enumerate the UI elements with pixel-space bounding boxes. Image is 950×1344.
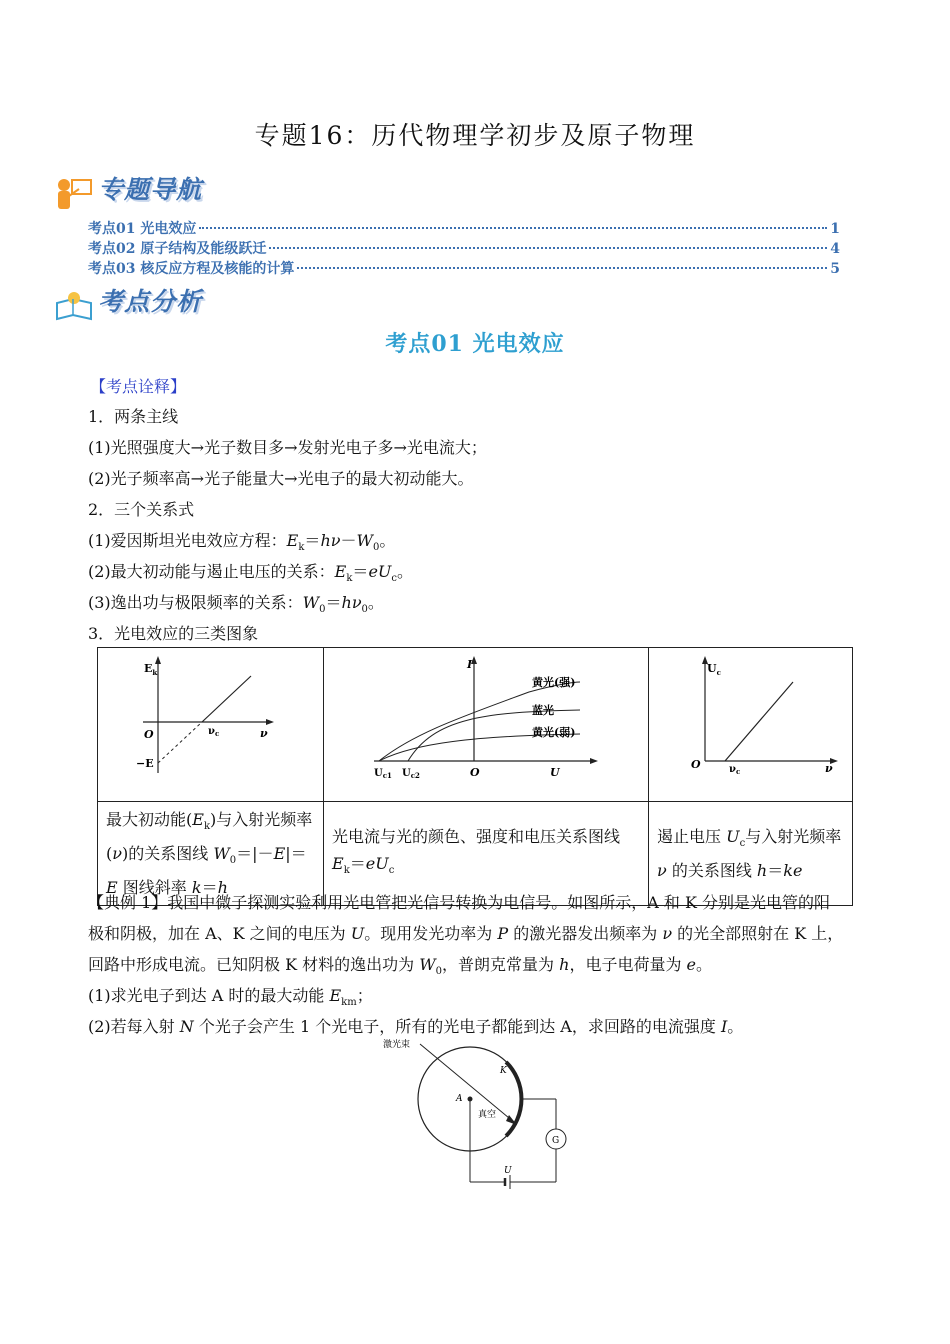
graph-table xyxy=(97,647,853,906)
page-title: 专题16：历代物理学初步及原子物理 xyxy=(254,121,696,150)
line-2: (1)光照强度大→光子数目多→发射光电子多→光电流大； xyxy=(88,438,487,457)
graph1-caption: 最大初动能$(E_k)$与入射光频率(ν)的关系图线 $W_0=|-E|=E$ 图线斜率 k＝h xyxy=(98,802,324,906)
graph2-cell xyxy=(324,648,649,802)
book-bulb-icon xyxy=(55,289,93,323)
toc-item-1[interactable]: 考点01 光电效应 1 xyxy=(88,221,840,237)
example-line-2: 极和阴极，加在 A、K 之间的电压为 U。现用发光功率为 P 的激光器发出频率为 ν 的光全部照射在 K 上， xyxy=(88,924,844,943)
svg-text:激光束: 激光束 xyxy=(383,1040,411,1050)
svg-text:黄光(强): 黄光(强) xyxy=(532,676,576,689)
graph2-caption: 光电流与光的颜色、强度和电压关系图线 $E_k=eU_c$ xyxy=(324,802,649,906)
example-line-4: (1)求光电子到达 A 时的最大动能 $E_{km}$； xyxy=(88,986,373,1009)
svg-text:−E: −E xyxy=(136,757,154,770)
svg-text:O: O xyxy=(470,766,480,779)
svg-text:G: G xyxy=(552,1136,560,1146)
svg-text:Ek: $E_k$ xyxy=(144,662,158,677)
example-line-5: (2)若每入射 N 个光子会产生 1 个光电子，所有的光电子都能到达 A，求回路的电流强度 I。 xyxy=(88,1017,744,1036)
svg-text:U: U xyxy=(550,766,560,779)
svg-text:νc: $\nu_c$ xyxy=(208,726,220,738)
svg-text:ν: ν xyxy=(825,762,833,775)
svg-text:O: O xyxy=(144,728,154,741)
line-6: (2)最大初动能与遏止电压的关系：$E_k=eU_c$。 xyxy=(88,562,414,585)
analysis-banner: 考点分析 xyxy=(55,282,202,323)
line-8: 3．光电效应的三类图象 xyxy=(88,624,259,643)
ek-nu-graph xyxy=(98,648,323,793)
svg-text:真空: 真空 xyxy=(478,1110,497,1120)
toc-item-3[interactable]: 考点03 核反应方程及核能的计算 5 xyxy=(88,261,840,277)
line-3: (2)光子频率高→光子能量大→光电子的最大初动能大。 xyxy=(88,469,474,488)
graph3-cell xyxy=(649,648,853,802)
svg-text:ν: ν xyxy=(260,727,268,740)
line-5: (1)爱因斯坦光电效应方程：$E_k=h\nu-W_0$。 xyxy=(88,531,396,554)
svg-text:黄光(弱): 黄光(弱) xyxy=(532,726,576,739)
svg-text:K: K xyxy=(500,1066,507,1076)
phototube-circuit xyxy=(378,1035,578,1195)
i-u-graph xyxy=(324,648,648,793)
example-line-1: 【典例 1】我国中微子探测实验利用光电管把光信号转换为电信号。如图所示，A 和 K 分别是光电管的阳 xyxy=(88,893,831,912)
toc-item-2[interactable]: 考点02 原子结构及能级跃迁 4 xyxy=(88,241,840,257)
teacher-icon xyxy=(55,176,93,212)
nav-banner: 专题导航 xyxy=(55,170,202,212)
svg-text:U: U xyxy=(504,1166,512,1176)
graph3-caption: 遏止电压 $U_c$与入射光频率 ν 的关系图线 h＝ke xyxy=(649,802,853,906)
svg-text:蓝光: 蓝光 xyxy=(532,704,554,717)
uc-nu-graph xyxy=(649,648,852,793)
section-title: 考点01 光电效应 xyxy=(385,331,565,357)
graph1-cell xyxy=(98,648,324,802)
svg-text:I: I xyxy=(467,658,473,671)
svg-text:Uc2: $U_{c2}$ xyxy=(402,768,420,780)
svg-text:νc: $\nu_c$ xyxy=(729,764,741,776)
svg-text:O: O xyxy=(691,758,701,771)
svg-text:A: A xyxy=(456,1094,463,1104)
explain-tag: 【考点诠释】 xyxy=(90,377,187,396)
svg-text:Uc1: $U_{c1}$ xyxy=(374,768,392,780)
line-4: 2．三个关系式 xyxy=(88,500,195,519)
line-1: 1．两条主线 xyxy=(88,407,179,426)
svg-text:Uc: $U_c$ xyxy=(707,662,721,677)
example-line-3: 回路中形成电流。已知阴极 K 材料的逸出功为 $W_0$，普朗克常量为 h，电子电荷量为 e。 xyxy=(88,955,713,978)
line-7: (3)逸出功与极限频率的关系：$W_0=h\nu_0$。 xyxy=(88,593,384,616)
